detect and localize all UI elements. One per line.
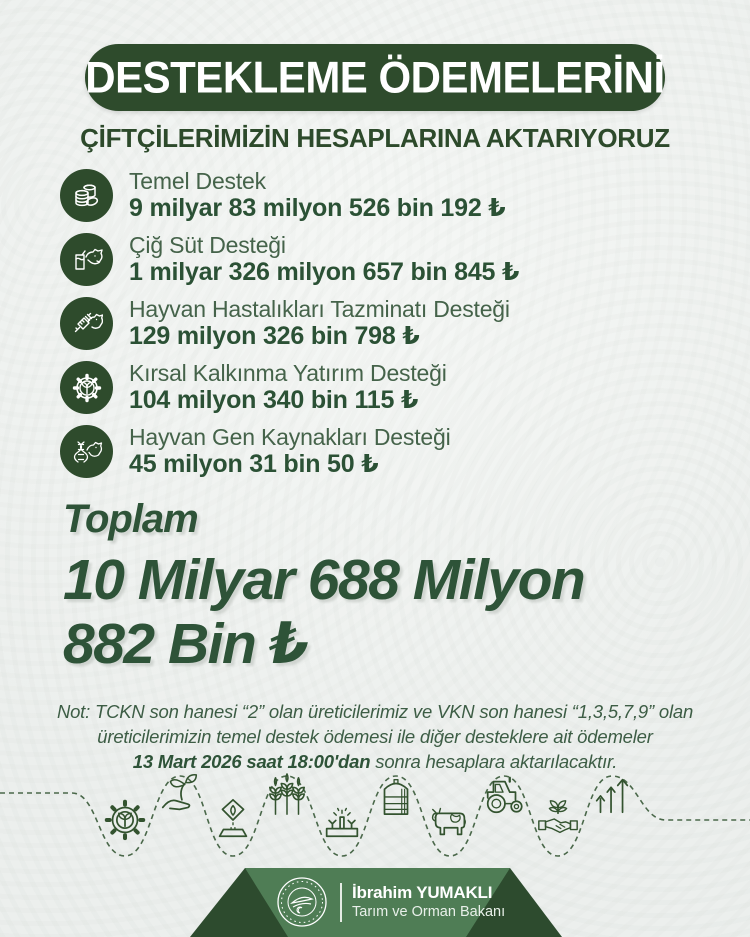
total-section [63,497,584,676]
gear-sprout-strip-icon [102,796,148,842]
list-item [60,361,710,414]
page-subtitle: ÇİFTÇİLERİMİZİN HESAPLARINA AKTARIYORUZ [80,123,670,153]
footnote-line2: üreticilerimizin temel destek ödemesi ile diğer desteklere ait ödemeler [97,726,653,747]
support-label: Hayvan Gen Kaynakları Desteği [129,424,451,450]
support-label: Kırsal Kalkınma Yatırım Desteği [129,360,447,386]
dna-cow-icon [60,425,113,478]
support-amount: 104 milyon 340 bin 115 ₺ [129,386,419,414]
support-amount: 9 milyar 83 milyon 526 bin 192 ₺ [129,194,506,222]
total-amount-line1: 10 Milyar 688 Milyon [63,548,585,612]
agriculture-icon-strip [0,768,750,865]
seed-packet-strip-icon [210,796,256,842]
support-label: Hayvan Hastalıkları Tazminatı Desteği [129,296,510,322]
handshake-strip-icon [535,796,581,842]
list-item [60,233,710,286]
minister-title: Tarım ve Orman Bakanı [352,904,506,920]
support-amount: 45 milyon 31 bin 50 ₺ [129,450,379,478]
footnote-line1: Not: TCKN son hanesi “2” olan üreticilerimiz ve VKN son hanesi “1,3,5,7,9” olan [56,701,694,722]
list-item [60,425,710,478]
hand-plant-strip-icon [157,772,203,818]
support-amount: 129 milyon 326 bin 798 ₺ [129,322,420,350]
ribbon-divider [340,883,342,922]
irrigation-strip-icon [319,796,365,842]
cow-strip-icon [427,798,473,844]
ministry-seal-icon [276,876,328,928]
gear-sprout-icon [60,361,113,414]
growth-arrows-strip-icon [589,772,635,818]
coins-icon [60,169,113,222]
support-label: Temel Destek [129,168,266,194]
silo-strip-icon [373,772,419,818]
header-banner [85,44,665,111]
list-item [60,297,710,350]
tractor-strip-icon [481,772,527,818]
total-amount-line2: 882 Bin ₺ [63,612,308,676]
syringe-cow-icon [60,297,113,350]
total-label: Toplam [63,497,198,541]
footer-ribbon [190,868,562,937]
footnote-date: 13 Mart 2026 saat 18:00'dan [132,751,371,772]
wheat-strip-icon [264,772,310,818]
page-title: DESTEKLEME ÖDEMELERİNİ [85,52,665,102]
support-label: Çiğ Süt Desteği [129,232,286,258]
footnote [55,699,695,774]
milk-cow-icon [60,233,113,286]
support-amount: 1 milyar 326 milyon 657 bin 845 ₺ [129,258,520,286]
support-list [60,169,710,489]
footnote-line3-rest: sonra hesaplara aktarılacaktır. [370,751,618,772]
list-item [60,169,710,222]
minister-name: İbrahim YUMAKLI [352,883,493,902]
